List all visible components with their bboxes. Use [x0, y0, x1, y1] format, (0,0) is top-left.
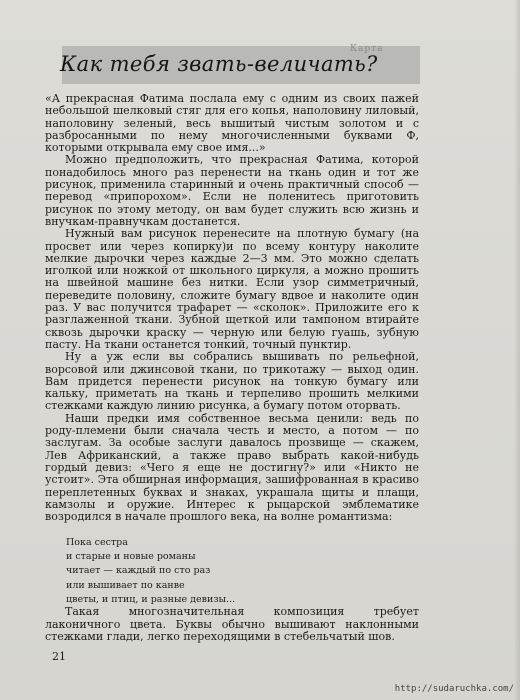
page-number: 21	[52, 650, 66, 663]
body-text	[45, 93, 419, 523]
closing-text	[45, 606, 419, 644]
poem-line: цветы, и птиц, и разные девизы...	[66, 593, 236, 605]
poem-line: читает — каждый по сто раз	[66, 565, 211, 577]
paragraph: Нужный вам рисунок перенесите на плотную бумагу (на просвет или через копирку)и по всему контуру наколите мелкие дырочки через каждые 2—3 мм. Это можно сделать иголкой или ножкой от школьного циркуля, а можно прошить на швейной машине без нитки. Если узор симметричный, переведите половину, сложите бумагу вдвое и наколите один раз. У вас получится трафарет — «сколок». Приложите его к разглаженной ткани. Зубной щеткой или тампоном втирайте сквозь дырочки краску — черную или белую гуашь, зубную пасту. На ткани останется тонкий, точный пунктир.	[45, 227, 419, 351]
bleed-through-text: Карта	[350, 44, 384, 54]
closing-paragraph: Такая многозначительная композиция требует лаконичного цвета. Буквы обычно вышивают наклонными стежками глади, легко переходящими в стебельчатый шов.	[45, 605, 419, 643]
poem-line: Пока сестра	[66, 537, 128, 548]
page-title: Как тебя звать-величать?	[60, 52, 378, 76]
watermark-url: http://sudaruchka.com/	[394, 684, 514, 694]
quote-paragraph: «А прекрасная Фатима послала ему с одним из своих пажей небольшой шелковый стяг для его копья, наполовину лиловый, наполовину зеленый, весь вышитый чистым золотом и с разбросанными по нему многочисленными буквами Ф, которыми открывала ему свое имя...»	[45, 92, 419, 155]
poem-line: или вышивает по канве	[66, 579, 185, 591]
poem-line: и старые и новые романы	[66, 551, 196, 563]
paragraph: Можно предположить, что прекрасная Фатима, которой понадобилось много раз перенести на ткань один и тот же рисунок, применила старинный и очень практичный способ — перевод «припорохом». Если не поленитесь приготовить рисунок по этому методу, он вам будет служить всю жизнь и внучкам-правнучкам достанется.	[45, 153, 419, 228]
paragraph: Наши предки имя собственное весьма ценили: ведь по роду-племени были сначала честь и место, а потом — по заслугам. За особые заслуги давалось прозвище — скажем, Лев Африканский, а также право выбрать какой-нибудь гордый девиз: «Чего я еще не достигну?» или «Никто не устоит». Эта обширная информация, зашифрованная в красиво переплетенных буквах и знаках, украшала щиты и плащи, камзолы и оружие. Интерес к рыцарской эмблематике возродился в начале прошлого века, на волне романтизма:	[45, 411, 419, 524]
poem-quote	[66, 536, 235, 607]
paragraph: Ну а уж если вы собрались вышивать по рельефной, ворсовой или джинсовой ткани, по трикотажу — выход один. Вам придется перенести рисунок на тонкую бумагу или кальку, приметать на ткань и терпеливо прошить мелкими стежками каждую линию рисунка, а бумагу потом оторвать.	[45, 350, 419, 413]
page-edge-shadow	[514, 0, 520, 700]
